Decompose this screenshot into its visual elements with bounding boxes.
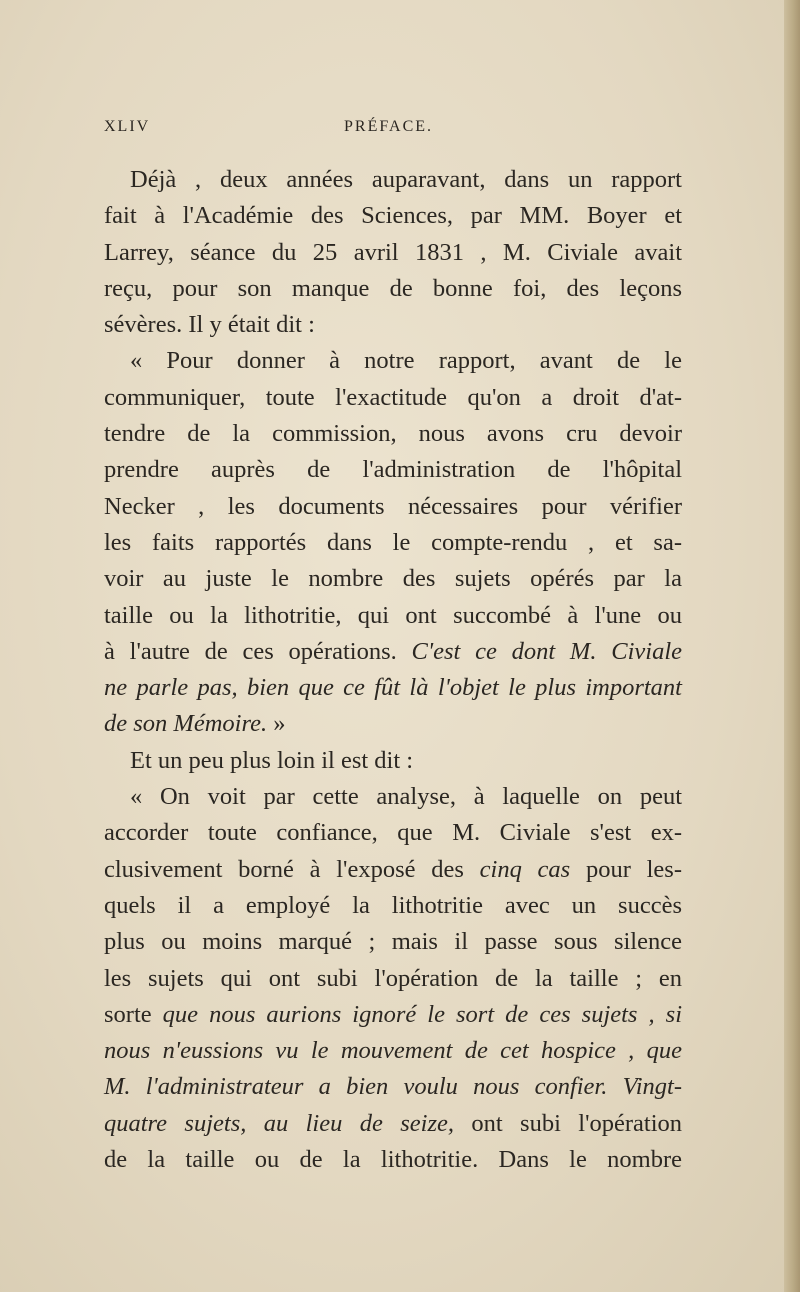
text-line: [104, 1106, 682, 1142]
text-line: [104, 924, 682, 960]
italic-text-segment: quatre sujets, au lieu de seize,: [104, 1109, 454, 1137]
text-line: [104, 634, 682, 670]
text-segment: sévères. Il y était dit :: [104, 311, 315, 339]
text-line: [104, 852, 682, 888]
text-segment: prendre auprès de l'administration de l'hôpital: [104, 456, 682, 484]
text-line: [104, 961, 682, 997]
text-segment: sorte: [104, 1000, 163, 1028]
text-line: [104, 997, 682, 1033]
text-line: [104, 779, 682, 815]
text-segment: « On voit par cette analyse, à laquelle on peut: [130, 783, 682, 811]
running-head: [104, 118, 684, 142]
text-segment: quels il a employé la lithotritie avec un succès: [104, 891, 682, 919]
text-line: [104, 271, 682, 307]
italic-text-segment: cinq cas: [479, 855, 571, 883]
text-line: [104, 598, 682, 634]
text-line: [104, 416, 682, 452]
text-line: [104, 561, 682, 597]
text-segment: accorder toute confiance, que M. Civiale s'est ex-: [104, 819, 682, 847]
text-segment: reçu, pour son manque de bonne foi, des leçons: [104, 274, 682, 302]
text-line: [104, 525, 682, 561]
text-line: [104, 343, 682, 379]
text-segment: tendre de la commission, nous avons cru devoir: [104, 420, 682, 448]
page-edge-shadow: [784, 0, 800, 1292]
italic-text-segment: que nous aurions ignoré le sort de ces sujets , si: [162, 1000, 683, 1028]
text-segment: »: [267, 710, 286, 738]
text-segment: voir au juste le nombre des sujets opérés par la: [104, 565, 682, 593]
text-line: [104, 743, 682, 779]
text-line: [104, 815, 682, 851]
text-line: [104, 162, 682, 198]
text-segment: clusivement borné à l'exposé des: [104, 855, 480, 883]
text-segment: pour les-: [570, 855, 682, 883]
italic-text-segment: M. l'administrateur a bien voulu nous confier. Vingt-: [104, 1073, 682, 1101]
italic-text-segment: nous n'eussions vu le mouvement de cet hospice , que: [104, 1037, 682, 1065]
text-segment: fait à l'Académie des Sciences, par MM. Boyer et: [104, 202, 682, 230]
italic-text-segment: C'est ce dont M. Civiale: [411, 637, 682, 665]
text-line: [104, 380, 682, 416]
italic-text-segment: ne parle pas, bien que ce fût là l'objet le plus important: [104, 674, 682, 702]
text-line: [104, 307, 682, 343]
text-line: [104, 1142, 682, 1178]
text-line: [104, 489, 682, 525]
text-segment: ont subi l'opération: [453, 1109, 682, 1137]
text-segment: « Pour donner à notre rapport, avant de le: [130, 347, 682, 375]
text-line: [104, 235, 682, 271]
text-segment: communiquer, toute l'exactitude qu'on a droit d'at-: [104, 383, 682, 411]
text-line: [104, 670, 682, 706]
header-title: PRÉFACE.: [344, 118, 434, 135]
text-segment: Necker , les documents nécessaires pour vérifier: [104, 492, 682, 520]
text-segment: à l'autre de ces opérations.: [104, 637, 412, 665]
text-line: [104, 1033, 682, 1069]
body-text: [104, 162, 682, 1178]
text-segment: les faits rapportés dans le compte-rendu , et sa-: [104, 528, 682, 556]
text-line: [104, 198, 682, 234]
text-segment: taille ou la lithotritie, qui ont succombé à l'une ou: [104, 601, 682, 629]
text-line: [104, 1069, 682, 1105]
text-line: [104, 706, 682, 742]
text-segment: Déjà , deux années auparavant, dans un rapport: [130, 166, 682, 193]
text-segment: les sujets qui ont subi l'opération de la taille ; en: [104, 964, 682, 992]
text-line: [104, 452, 682, 488]
text-line: [104, 888, 682, 924]
page-number: XLIV: [104, 118, 151, 135]
text-segment: Et un peu plus loin il est dit :: [130, 746, 414, 774]
text-segment: de la taille ou de la lithotritie. Dans le nombre: [104, 1146, 682, 1174]
italic-text-segment: de son Mémoire.: [104, 710, 268, 738]
text-segment: plus ou moins marqué ; mais il passe sous silence: [104, 928, 682, 956]
text-segment: Larrey, séance du 25 avril 1831 , M. Civiale avait: [104, 238, 682, 266]
